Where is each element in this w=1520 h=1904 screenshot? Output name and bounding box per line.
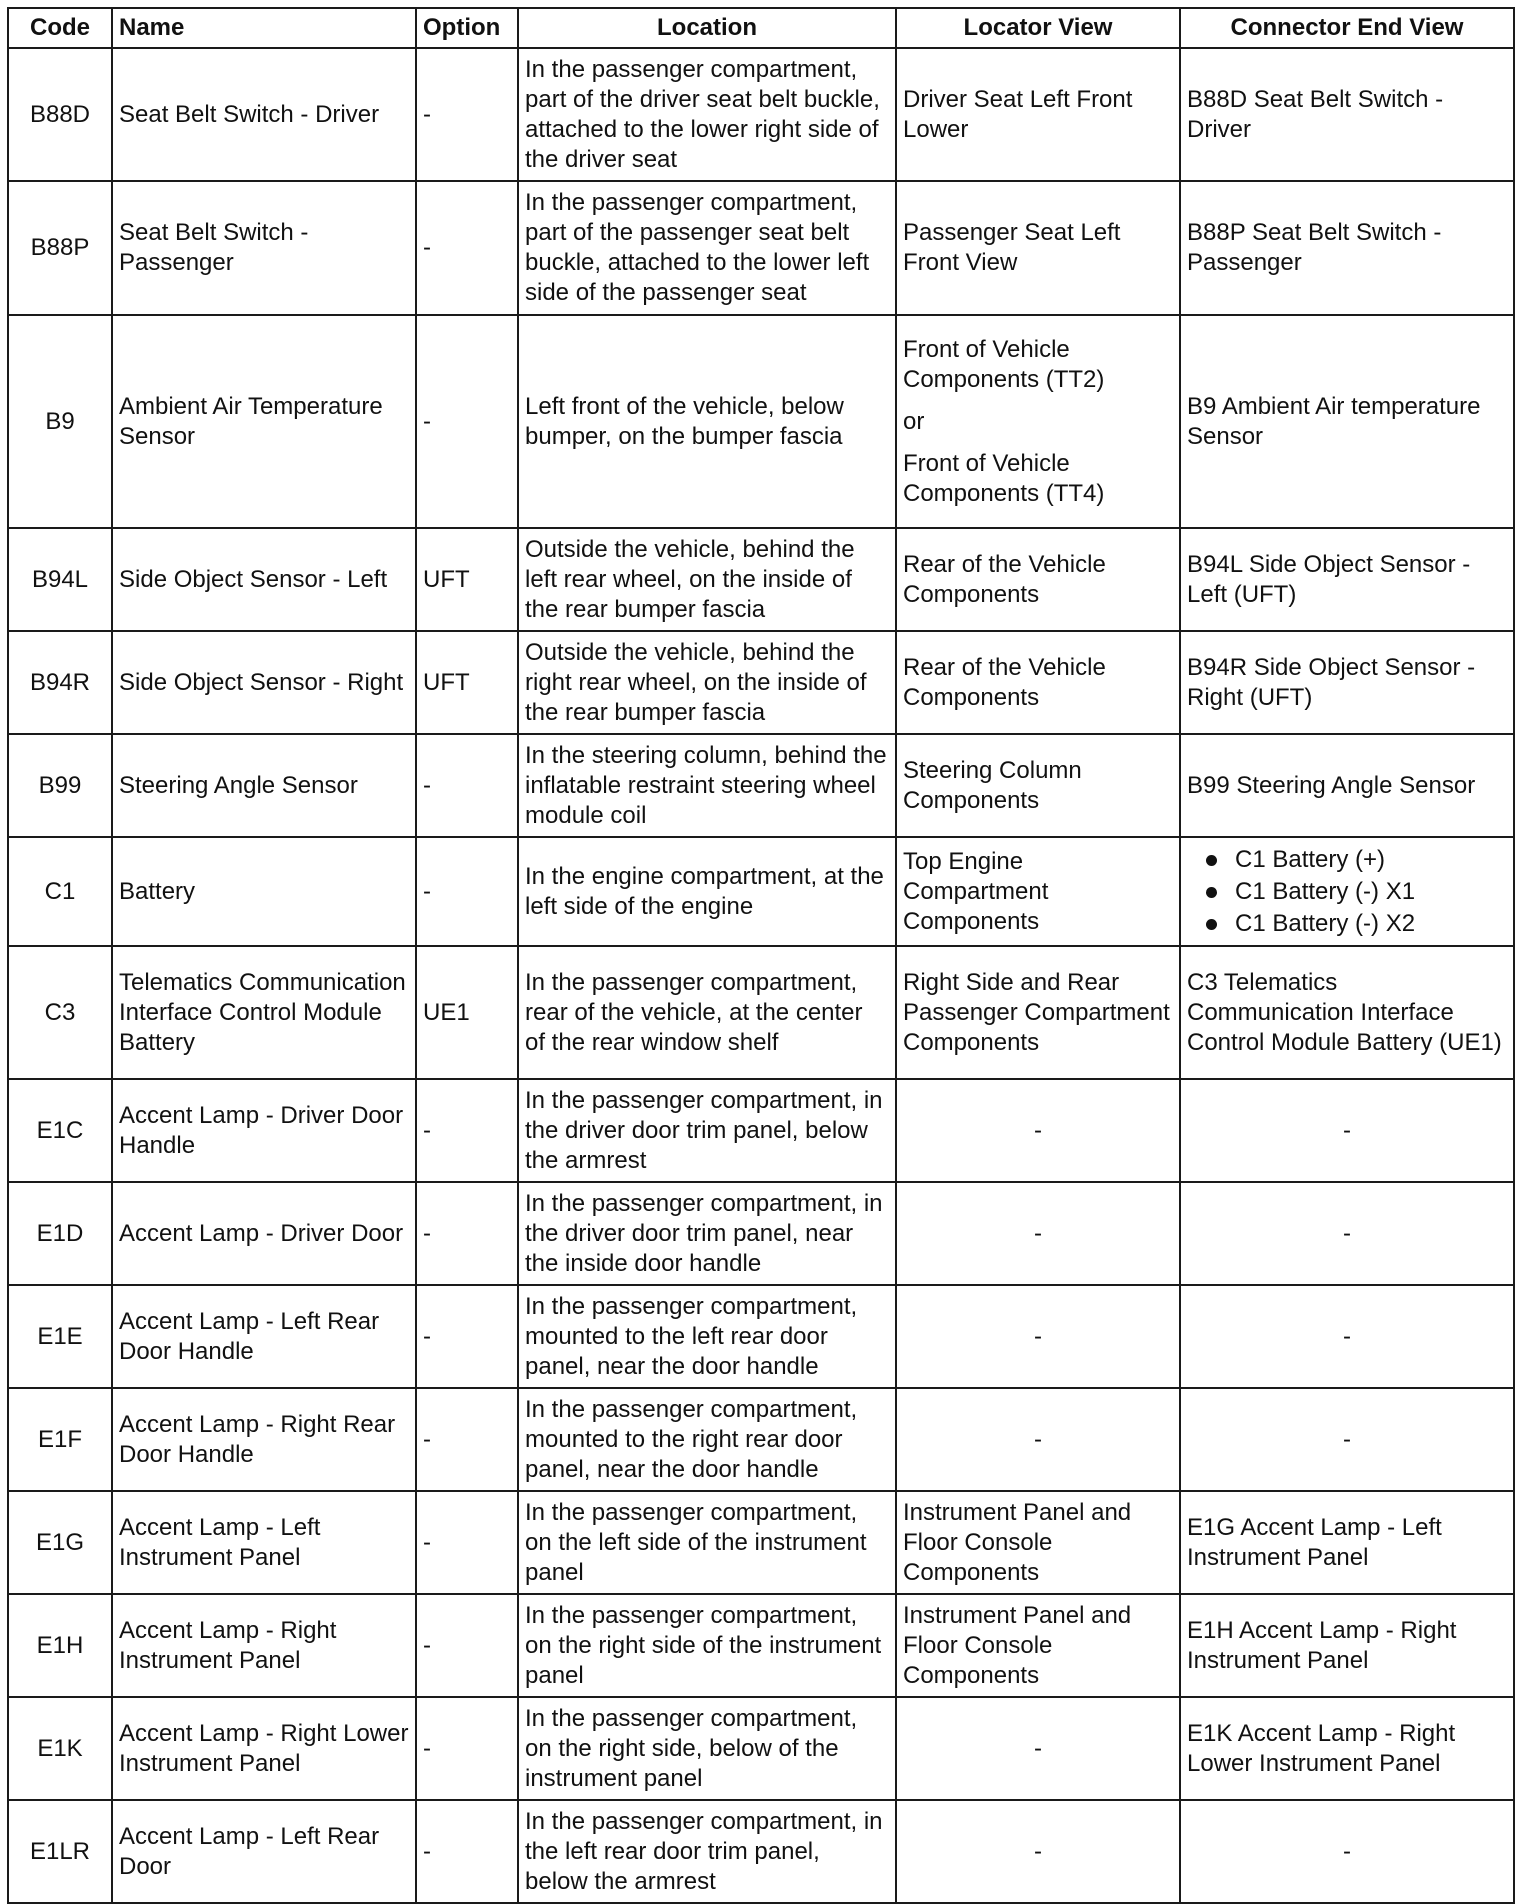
- row-location: In the passenger compartment, on the right side of the instrument panel: [518, 1594, 896, 1697]
- row-locator-view: -: [896, 1079, 1180, 1182]
- row-name: Accent Lamp - Left Rear Door Handle: [112, 1285, 416, 1388]
- table-row: [8, 528, 1514, 631]
- row-locator-view: [896, 315, 1180, 528]
- row-code: B99: [8, 734, 112, 837]
- row-option: -: [416, 1697, 518, 1800]
- row-connector-end-view: -: [1180, 1182, 1514, 1285]
- row-location: In the steering column, behind the inflatable restraint steering wheel module coil: [518, 734, 896, 837]
- table-row: [8, 1697, 1514, 1800]
- row-location: In the passenger compartment, on the left side of the instrument panel: [518, 1491, 896, 1594]
- table-row: [8, 181, 1514, 315]
- row-locator-view: -: [896, 1388, 1180, 1491]
- row-locator-view: -: [896, 1182, 1180, 1285]
- row-name: Side Object Sensor - Left: [112, 528, 416, 631]
- table-row: [8, 1182, 1514, 1285]
- row-location: In the engine compartment, at the left side of the engine: [518, 837, 896, 946]
- table-row: [8, 631, 1514, 734]
- row-option: -: [416, 734, 518, 837]
- row-option: UFT: [416, 528, 518, 631]
- row-locator-view: -: [896, 1697, 1180, 1800]
- table-row: [8, 1594, 1514, 1697]
- row-name: Accent Lamp - Driver Door: [112, 1182, 416, 1285]
- row-name: Telematics Communication Interface Control Module Battery: [112, 946, 416, 1079]
- row-code: C1: [8, 837, 112, 946]
- header-connector-end-view: Connector End View: [1180, 8, 1514, 48]
- header-code: Code: [8, 8, 112, 48]
- table-row: [8, 1491, 1514, 1594]
- row-code: E1D: [8, 1182, 112, 1285]
- row-connector-end-view: B88P Seat Belt Switch - Passenger: [1180, 181, 1514, 315]
- row-code: E1H: [8, 1594, 112, 1697]
- row-connector-end-view: -: [1180, 1079, 1514, 1182]
- connector-list-text: C1 Battery (-) X1: [1235, 877, 1416, 905]
- row-locator-view: Top Engine Compartment Components: [896, 837, 1180, 946]
- row-option: -: [416, 1800, 518, 1903]
- row-locator-view: Steering Column Components: [896, 734, 1180, 837]
- row-code: E1LR: [8, 1800, 112, 1903]
- row-name: Accent Lamp - Left Instrument Panel: [112, 1491, 416, 1594]
- row-connector-end-view: [1180, 837, 1514, 946]
- row-option: -: [416, 315, 518, 528]
- row-option: UE1: [416, 946, 518, 1079]
- row-location: In the passenger compartment, in the driver door trim panel, below the armrest: [518, 1079, 896, 1182]
- row-connector-end-view: -: [1180, 1285, 1514, 1388]
- row-name: Ambient Air Temperature Sensor: [112, 315, 416, 528]
- row-connector-end-view: B9 Ambient Air temperature Sensor: [1180, 315, 1514, 528]
- row-option: -: [416, 837, 518, 946]
- row-name: Seat Belt Switch - Driver: [112, 48, 416, 181]
- row-connector-end-view: B94R Side Object Sensor - Right (UFT): [1180, 631, 1514, 734]
- row-locator-view: Rear of the Vehicle Components: [896, 528, 1180, 631]
- table-row: [8, 837, 1514, 946]
- row-location: Left front of the vehicle, below bumper, on the bumper fascia: [518, 315, 896, 528]
- row-option: -: [416, 1182, 518, 1285]
- row-option: -: [416, 48, 518, 181]
- row-locator-view: -: [896, 1800, 1180, 1903]
- row-location: In the passenger compartment, part of the driver seat belt buckle, attached to the lower right side of the driver seat: [518, 48, 896, 181]
- locator-view-part: Front of Vehicle Components (TT4): [903, 449, 1105, 507]
- row-name: Steering Angle Sensor: [112, 734, 416, 837]
- table-row: [8, 315, 1514, 528]
- row-connector-end-view: C3 Telematics Communication Interface Control Module Battery (UE1): [1180, 946, 1514, 1079]
- row-code: B9: [8, 315, 112, 528]
- row-code: B94R: [8, 631, 112, 734]
- row-connector-end-view: E1G Accent Lamp - Left Instrument Panel: [1180, 1491, 1514, 1594]
- row-code: C3: [8, 946, 112, 1079]
- row-connector-end-view: B94L Side Object Sensor - Left (UFT): [1180, 528, 1514, 631]
- row-code: B94L: [8, 528, 112, 631]
- connector-list-item: [1203, 876, 1507, 908]
- row-name: Battery: [112, 837, 416, 946]
- table-header-row: [8, 8, 1514, 48]
- bullet-icon: [1206, 887, 1217, 898]
- row-locator-view: Driver Seat Left Front Lower: [896, 48, 1180, 181]
- row-connector-end-view: -: [1180, 1800, 1514, 1903]
- row-option: -: [416, 1491, 518, 1594]
- row-option: -: [416, 181, 518, 315]
- row-name: Accent Lamp - Driver Door Handle: [112, 1079, 416, 1182]
- row-locator-view: Instrument Panel and Floor Console Components: [896, 1594, 1180, 1697]
- row-code: E1K: [8, 1697, 112, 1800]
- header-location: Location: [518, 8, 896, 48]
- header-locator-view: Locator View: [896, 8, 1180, 48]
- row-code: B88D: [8, 48, 112, 181]
- row-option: UFT: [416, 631, 518, 734]
- row-location: In the passenger compartment, mounted to the left rear door panel, near the door handle: [518, 1285, 896, 1388]
- row-location: In the passenger compartment, in the driver door trim panel, near the inside door handle: [518, 1182, 896, 1285]
- connector-list-item: [1203, 908, 1507, 940]
- table-row: [8, 1800, 1514, 1903]
- connector-list-item: [1203, 844, 1507, 876]
- row-locator-view: Instrument Panel and Floor Console Components: [896, 1491, 1180, 1594]
- row-location: In the passenger compartment, mounted to the right rear door panel, near the door handle: [518, 1388, 896, 1491]
- row-option: -: [416, 1594, 518, 1697]
- connector-list-text: C1 Battery (+): [1235, 845, 1386, 873]
- table-row: [8, 1285, 1514, 1388]
- bullet-icon: [1206, 855, 1217, 866]
- locator-view-part: or: [903, 407, 925, 435]
- row-name: Side Object Sensor - Right: [112, 631, 416, 734]
- row-option: -: [416, 1079, 518, 1182]
- row-location: In the passenger compartment, part of the passenger seat belt buckle, attached to the lower left side of the passenger seat: [518, 181, 896, 315]
- row-code: E1C: [8, 1079, 112, 1182]
- table-row: [8, 48, 1514, 181]
- component-locator-table: [7, 7, 1515, 1904]
- row-connector-end-view: E1H Accent Lamp - Right Instrument Panel: [1180, 1594, 1514, 1697]
- row-name: Accent Lamp - Right Lower Instrument Panel: [112, 1697, 416, 1800]
- row-name: Accent Lamp - Right Rear Door Handle: [112, 1388, 416, 1491]
- row-code: E1G: [8, 1491, 112, 1594]
- row-connector-end-view: -: [1180, 1388, 1514, 1491]
- row-locator-view: Right Side and Rear Passenger Compartment Components: [896, 946, 1180, 1079]
- row-option: -: [416, 1285, 518, 1388]
- row-connector-end-view: B88D Seat Belt Switch - Driver: [1180, 48, 1514, 181]
- row-name: Accent Lamp - Left Rear Door: [112, 1800, 416, 1903]
- connector-list: [1187, 844, 1507, 940]
- header-option: Option: [416, 8, 518, 48]
- row-location: In the passenger compartment, in the left rear door trim panel, below the armrest: [518, 1800, 896, 1903]
- row-locator-view: Passenger Seat Left Front View: [896, 181, 1180, 315]
- row-location: In the passenger compartment, on the right side, below of the instrument panel: [518, 1697, 896, 1800]
- row-connector-end-view: E1K Accent Lamp - Right Lower Instrument Panel: [1180, 1697, 1514, 1800]
- row-location: In the passenger compartment, rear of the vehicle, at the center of the rear window shelf: [518, 946, 896, 1079]
- row-code: E1E: [8, 1285, 112, 1388]
- row-location: Outside the vehicle, behind the right rear wheel, on the inside of the rear bumper fascia: [518, 631, 896, 734]
- row-locator-view: Rear of the Vehicle Components: [896, 631, 1180, 734]
- header-name: Name: [112, 8, 416, 48]
- locator-view-part: Front of Vehicle Components (TT2): [903, 335, 1105, 393]
- row-connector-end-view: B99 Steering Angle Sensor: [1180, 734, 1514, 837]
- row-locator-view: -: [896, 1285, 1180, 1388]
- row-code: E1F: [8, 1388, 112, 1491]
- connector-list-text: C1 Battery (-) X2: [1235, 909, 1416, 937]
- table-row: [8, 1388, 1514, 1491]
- row-name: Accent Lamp - Right Instrument Panel: [112, 1594, 416, 1697]
- row-name: Seat Belt Switch - Passenger: [112, 181, 416, 315]
- table-row: [8, 946, 1514, 1079]
- table-row: [8, 1079, 1514, 1182]
- table-row: [8, 734, 1514, 837]
- bullet-icon: [1206, 919, 1217, 930]
- row-location: Outside the vehicle, behind the left rear wheel, on the inside of the rear bumper fascia: [518, 528, 896, 631]
- row-code: B88P: [8, 181, 112, 315]
- row-option: -: [416, 1388, 518, 1491]
